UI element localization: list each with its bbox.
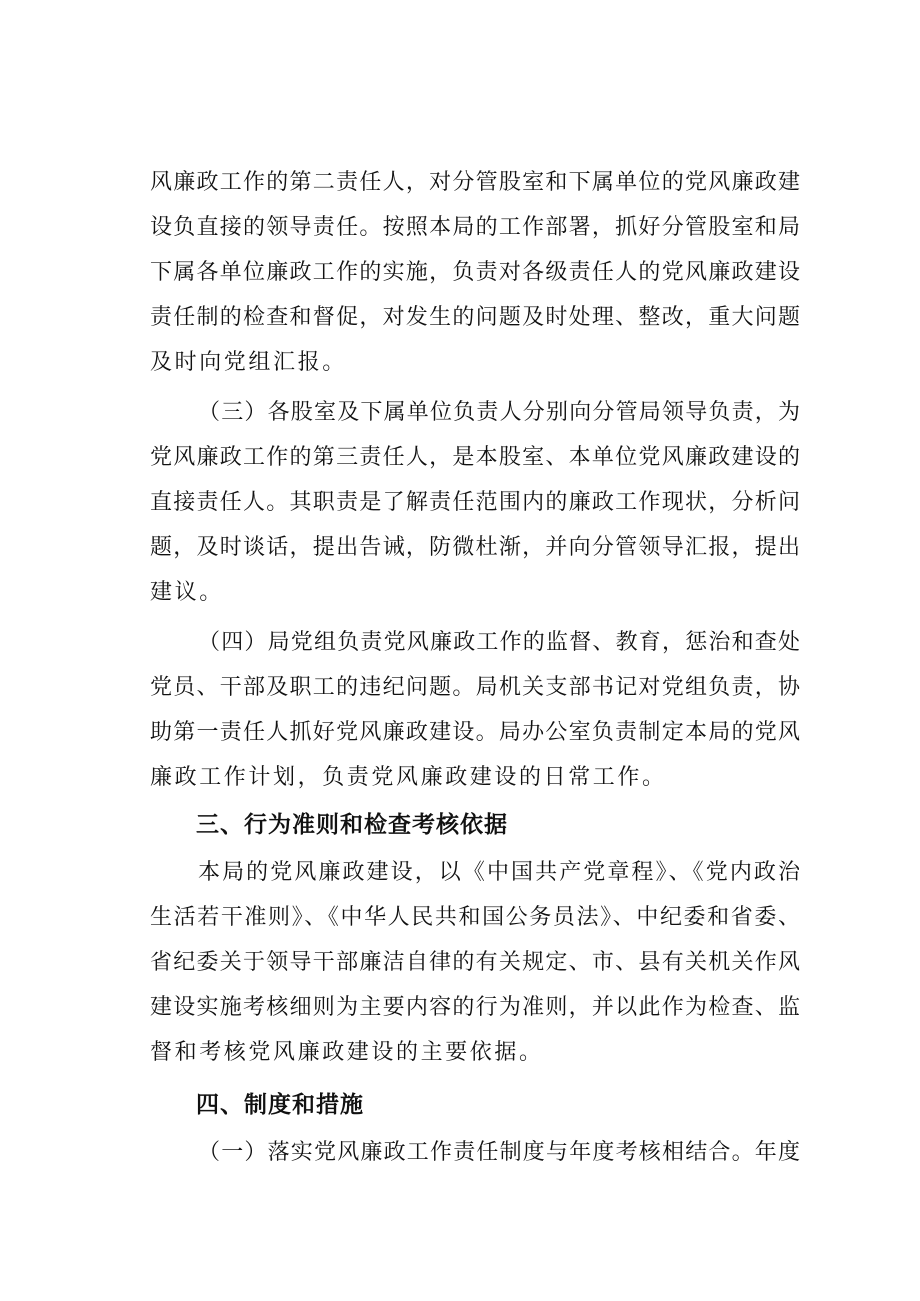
- text-line: 及时向党组汇报。: [150, 350, 347, 375]
- paragraph-item-three: [150, 390, 800, 615]
- text-line: 助第一责任人抓好党风廉政建设。局办公室负责制定本局的党风: [150, 720, 800, 745]
- text-line: 廉政工作计划，负责党风廉政建设的日常工作。: [150, 765, 667, 790]
- text-line: 本局的党风廉政建设，以《中国共产党章程》、《党内政治: [198, 860, 800, 885]
- text-line: 生活若干准则》、《中华人民共和国公务员法》、中纪委和省委、: [150, 905, 800, 930]
- text-line: （三）各股室及下属单位负责人分别向分管局领导负责，为: [198, 400, 800, 425]
- text-line: 直接责任人。其职责是了解责任范围内的廉政工作现状，分析问: [150, 490, 800, 515]
- paragraph-measures-one: [150, 1130, 800, 1175]
- section-heading-three: 三、行为准则和检查考核依据: [196, 812, 508, 838]
- text-line: 建设实施考核细则为主要内容的行为准则，并以此作为检查、监: [150, 995, 800, 1020]
- text-line: 省纪委关于领导干部廉洁自律的有关规定、市、县有关机关作风: [150, 950, 800, 975]
- text-line: （一）落实党风廉政工作责任制度与年度考核相结合。年度: [198, 1140, 800, 1165]
- paragraph-code-of-conduct: [150, 850, 800, 1075]
- text-line: 风廉政工作的第二责任人，对分管股室和下属单位的党风廉政建: [150, 170, 800, 195]
- text-line: 建议。: [150, 580, 224, 605]
- paragraph-responsibility-second: [150, 160, 800, 385]
- paragraph-item-four: [150, 620, 800, 800]
- section-heading-four: 四、制度和措施: [196, 1092, 364, 1118]
- text-line: 党员、干部及职工的违纪问题。局机关支部书记对党组负责，协: [150, 675, 800, 700]
- text-line: 责任制的检查和督促，对发生的问题及时处理、整改，重大问题: [150, 305, 800, 330]
- document-body: [150, 160, 800, 1175]
- text-line: 下属各单位廉政工作的实施，负责对各级责任人的党风廉政建设: [150, 260, 800, 285]
- text-line: 督和考核党风廉政建设的主要依据。: [150, 1040, 544, 1065]
- text-line: 题，及时谈话，提出告诫，防微杜渐，并向分管领导汇报，提出: [150, 535, 800, 560]
- text-line: 设负直接的领导责任。按照本局的工作部署，抓好分管股室和局: [150, 215, 800, 240]
- text-line: （四）局党组负责党风廉政工作的监督、教育，惩治和查处: [198, 630, 800, 655]
- text-line: 党风廉政工作的第三责任人，是本股室、本单位党风廉政建设的: [150, 445, 800, 470]
